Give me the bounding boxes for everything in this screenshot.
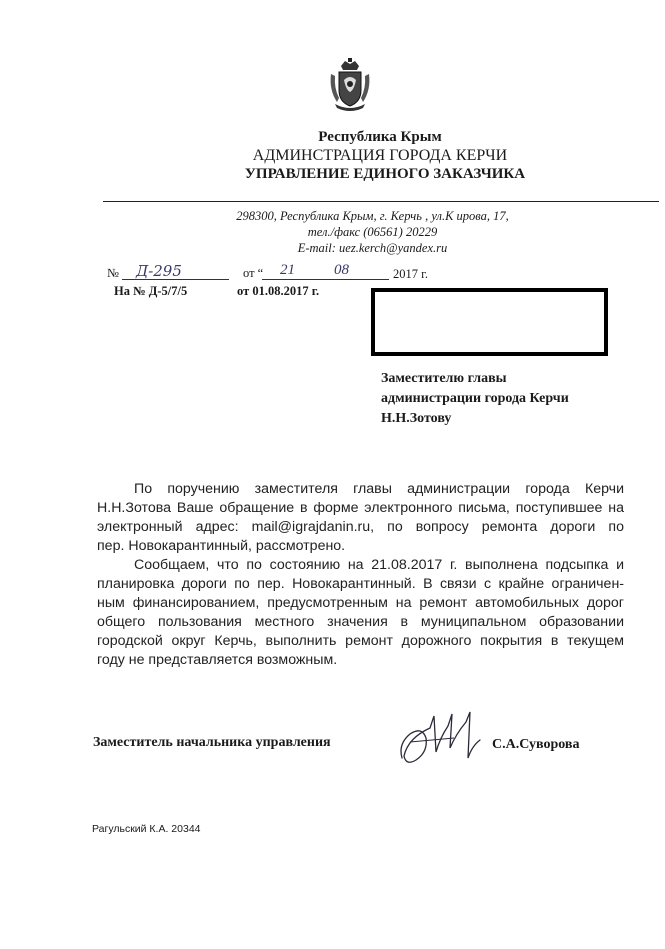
body-text-line: Сообщаем, что по состоянию на 21.08.2017 г. выполнена подсыпка и	[134, 557, 624, 573]
body-text-line: Н.Н.Зотова Ваше обращение в форме электронного письма, поступившее на	[97, 500, 624, 516]
reg-month: 08	[334, 262, 349, 278]
signatory-title: Заместитель начальника управления	[93, 735, 331, 750]
body-text-line: планировка дороги по пер. Новокарантинный. В связи с крайне ограничен-	[97, 576, 624, 592]
body-text-line: По поручению заместителя главы администрации города Керчи	[134, 481, 624, 497]
signatory-name: С.А.Суворова	[492, 737, 580, 752]
addressee-line: Н.Н.Зотову	[381, 411, 452, 426]
body-text-line: ным финансированием, предусмотренным на ремонт автомобильных дорог	[97, 595, 624, 611]
phone-line: тел./факс (06561) 20229	[307, 225, 438, 239]
crimea-coat-of-arms-icon	[327, 58, 373, 112]
reg-from-label: от “	[243, 266, 264, 280]
reference-number: На № Д-5/7/5	[114, 284, 188, 298]
reg-number-value: Д-295	[136, 262, 182, 280]
executor-info: Рагульский К.А. 20344	[92, 823, 201, 835]
body-text-line: общего пользования местного значения в муниципальном образовании	[97, 614, 624, 630]
reference-date: от 01.08.2017 г.	[237, 284, 320, 298]
addressee-line: Заместителю главы	[381, 371, 507, 386]
body-text-line: году не представляется возможным.	[97, 652, 338, 668]
address-line: 298300, Республика Крым, г. Керчь , ул.К ирова, 17,	[236, 209, 509, 223]
header-department: УПРАВЛЕНИЕ ЕДИНОГО ЗАКАЗЧИКА	[244, 166, 526, 182]
redacted-box	[371, 288, 608, 356]
reg-date-underline	[262, 279, 389, 280]
header-region: Республика Крым	[318, 129, 442, 145]
header-divider	[103, 201, 659, 202]
reg-number-label: №	[107, 266, 119, 280]
handwritten-signature-icon	[396, 708, 482, 774]
reg-day: 21	[280, 262, 295, 278]
body-text-line: электронный адрес: mail@igrajdanin.ru, по вопросу ремонта дороги по	[97, 519, 624, 535]
body-text-line: городской округ Керчь, выполнить ремонт дорожного покрытия в текущем	[97, 633, 624, 649]
reg-year: 2017 г.	[393, 267, 428, 281]
email-line: E-mail: uez.kerch@yandex.ru	[297, 241, 448, 255]
body-text-line: пер. Новокарантинный, рассмотрено.	[97, 538, 346, 554]
addressee-line: администрации города Керчи	[381, 391, 569, 406]
header-administration: АДМИНСТРАЦИЯ ГОРОДА КЕРЧИ	[252, 147, 508, 164]
